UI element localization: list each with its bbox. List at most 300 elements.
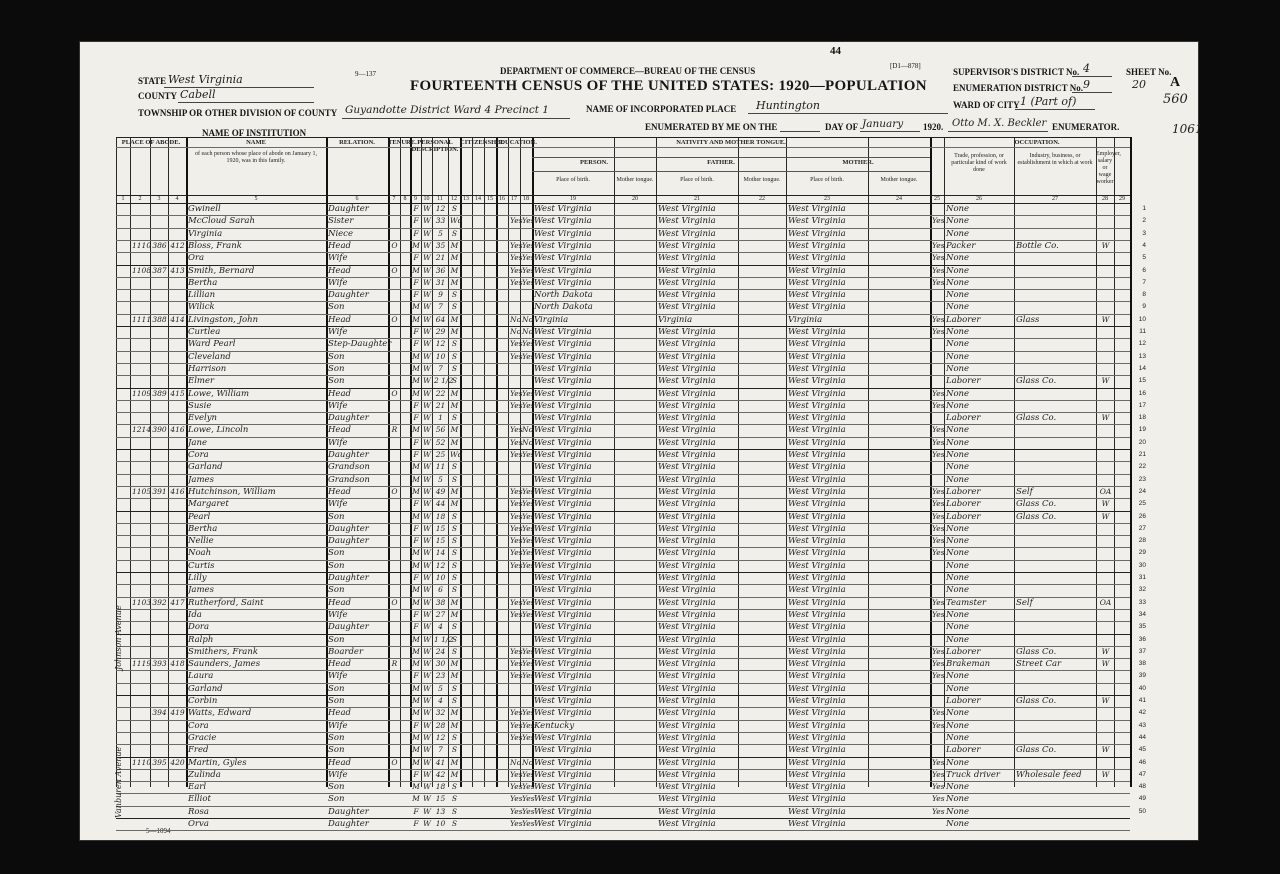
supervisor-label: SUPERVISOR'S DISTRICT No. [953,67,1080,77]
cell-race: W [423,696,431,705]
cell-ms: S [451,782,458,792]
cell-pob: West Virginia [534,597,592,608]
cell-speak: Yes [932,400,945,410]
cell-trade: None [946,683,970,694]
cell-age: 7 [438,363,443,373]
cell-ms: S [451,523,458,533]
cell-pob: West Virginia [534,523,592,534]
column-number: 10 [423,196,430,202]
cell-sex: F [413,204,419,213]
cell-race: W [423,499,431,509]
cell-trade: None [946,548,970,559]
cell-sex: M [412,696,420,705]
header-employer: Employer, salary or wage worker [1096,151,1121,185]
cell-ms: M [450,425,459,435]
cell-read: Yes [510,536,523,546]
row-number: 41 [1138,697,1146,704]
cell-fam: 417 [170,597,185,607]
cell-speak: Yes [932,659,945,669]
cell-rel: Grandson [328,462,370,473]
header-father-pob: Place of birth. [680,177,714,183]
row-number: 13 [1138,352,1146,360]
cell-pob: West Virginia [534,634,592,645]
cell-ms: M [450,388,459,398]
cell-rel: Son [328,548,345,559]
cell-trade: None [946,622,970,633]
cell-speak: Yes [932,265,945,275]
cell-fam: 412 [170,240,185,250]
cell-ms: S [451,302,458,312]
cell-race: W [423,339,431,349]
cell-read: No [510,314,522,324]
cell-race: W [423,474,431,484]
cell-name: Earl [188,782,207,793]
cell-name: Smithers, Frank [188,646,259,657]
cell-industry: Glass Co. [1016,646,1057,657]
cell-name: Ralph [188,634,214,645]
cell-age: 27 [435,609,446,619]
row-number: 25 [1138,500,1146,508]
cell-race: W [423,523,431,533]
cell-race: W [423,597,431,607]
cell-race: W [423,757,431,767]
cell-age: 38 [435,597,446,607]
cell-speak: Yes [932,769,945,779]
cell-race: W [423,671,431,681]
cell-speak: Yes [932,720,945,730]
cell-name: Garland [188,462,223,473]
header-rule [116,137,1130,138]
cell-race: W [423,683,431,693]
cell-fpob: West Virginia [658,204,716,214]
row-number: 10 [1138,315,1146,323]
sheet-label: SHEET No. [1126,67,1172,77]
row-number: 43 [1138,721,1146,729]
cell-emp: OA [1099,486,1112,496]
cell-sex: M [412,302,420,312]
cell-trade: None [946,757,970,768]
cell-write: Yes [522,560,535,570]
cell-sex: F [413,339,419,349]
cell-emp: W [1101,413,1110,423]
cell-mpob: West Virginia [788,732,846,743]
column-number: 27 [1052,196,1058,202]
row-number: 34 [1138,610,1146,618]
cell-mpob: West Virginia [788,277,846,288]
cell-rel: Wife [328,720,348,731]
cell-write: Yes [522,400,535,410]
cell-age: 21 [435,400,446,410]
cell-name: Smith, Bernard [188,265,255,276]
cell-speak: Yes [932,806,945,816]
cell-sex: M [412,659,420,669]
cell-fpob: West Virginia [658,486,716,497]
ward-label: WARD OF CITY [953,100,1020,110]
cell-name: Ora [188,253,205,264]
cell-sex: F [413,437,419,447]
cell-name: Bertha [188,277,218,288]
cell-race: W [423,708,431,718]
cell-fpob: West Virginia [658,413,716,424]
row-number: 17 [1138,401,1146,409]
cell-name: Bloss, Frank [188,240,242,251]
cell-ms: M [450,659,459,669]
column-number: 14 [475,196,481,202]
cell-mpob: West Virginia [788,474,846,485]
row-number: 16 [1138,389,1146,397]
cell-fpob: West Virginia [658,696,716,706]
cell-ms: S [451,696,458,705]
cell-sex: M [412,474,420,484]
cell-age: 5 [438,474,443,484]
cell-ms: M [450,609,459,619]
cell-speak: Yes [932,708,945,718]
cell-speak: Yes [932,486,945,496]
cell-fpob: West Virginia [658,659,716,670]
cell-write: Yes [522,253,535,263]
row-number: 2 [1142,217,1146,225]
cell-pob: North Dakota [534,302,593,313]
cell-mpob: Virginia [788,314,823,325]
column-number: 23 [824,196,830,202]
cell-rel: Daughter [328,819,369,829]
cell-sex: F [413,609,419,619]
cell-sex: M [412,794,420,804]
cell-mpob: West Virginia [788,696,846,706]
cell-name: Jane [188,437,207,448]
cell-pob: West Virginia [534,560,592,571]
cell-fpob: Virginia [658,314,693,325]
cell-name: Bertha [188,523,218,534]
cell-trade: None [946,720,970,731]
cell-name: Harrison [188,363,227,374]
cell-rel: Son [328,683,345,694]
cell-sex: M [412,597,420,607]
cell-pob: West Virginia [534,327,592,337]
cell-age: 42 [435,769,446,779]
cell-rel: Son [328,732,345,743]
cell-fam: 416 [170,425,185,435]
cell-trade: Laborer [946,745,981,756]
cell-sex: F [413,769,419,779]
cell-ms: M [450,327,459,336]
cell-ms: S [451,622,458,632]
cell-rel: Head [328,597,351,608]
cell-ms: S [451,560,458,570]
cell-name: Hutchinson, William [188,486,276,497]
cell-trade: None [946,523,970,534]
cell-mpob: West Virginia [788,819,846,829]
cell-write: Yes [522,351,535,361]
cell-trade: Laborer [946,511,981,522]
cell-sex: F [413,277,419,287]
cell-fpob: West Virginia [658,720,716,731]
cell-race: W [423,204,431,213]
cell-pob: West Virginia [534,696,592,706]
cell-mpob: West Virginia [788,536,846,547]
cell-mpob: West Virginia [788,548,846,559]
cell-sex: M [412,462,420,472]
cell-sex: F [413,573,419,582]
column-number: 20 [632,196,638,202]
cell-ms: S [451,511,458,521]
cell-emp: W [1101,376,1110,386]
cell-pob: West Virginia [534,413,592,424]
cell-speak: Yes [932,216,945,226]
cell-trade: Laborer [946,486,981,497]
cell-rel: Daughter [328,536,369,547]
cell-speak: Yes [932,757,945,767]
cell-name: Laura [188,671,214,682]
cell-read: Yes [510,819,523,828]
cell-age: 7 [438,745,443,755]
row-number: 46 [1138,758,1146,766]
cell-pob: West Virginia [534,265,592,276]
cell-race: W [423,388,431,398]
cell-trade: None [946,388,970,399]
cell-age: 14 [435,548,446,558]
cell-ms: S [451,351,458,361]
cell-sex: M [412,376,420,386]
cell-sex: F [413,216,419,226]
column-number: 26 [976,196,982,202]
cell-age: 15 [435,794,446,804]
cell-rel: Daughter [328,413,369,424]
cell-race: W [423,290,431,300]
cell-name: Evelyn [188,413,218,424]
cell-fam: 419 [170,708,185,718]
cell-read: Yes [510,437,523,447]
cell-ms: M [450,486,459,496]
cell-write: Yes [522,708,535,718]
cell-speak: Yes [932,277,945,287]
cell-fpob: West Virginia [658,400,716,411]
cell-sex: F [413,720,419,730]
cell-ms: S [451,228,458,238]
cell-fam: 416 [170,486,185,496]
cell-race: W [423,265,431,275]
cell-ms: M [450,757,459,767]
cell-trade: None [946,450,970,460]
cell-race: W [423,622,431,632]
cell-industry: Street Car [1016,659,1062,670]
footer-code: 5—1094 [146,827,171,835]
cell-fpob: West Virginia [658,769,716,780]
cell-mpob: West Virginia [788,671,846,682]
row-number: 5 [1142,254,1146,262]
row-number: 33 [1138,598,1146,606]
cell-race: W [423,634,431,644]
cell-age: 4 [438,696,443,705]
cell-rel: Head [328,708,351,719]
cell-emp: W [1101,646,1110,656]
cell-name: Rosa [188,806,209,817]
cell-pob: West Virginia [534,745,592,756]
cell-race: W [423,437,431,447]
cell-dwell: 390 [152,425,167,435]
cell-read: Yes [510,548,523,558]
cell-race: W [423,806,431,816]
row-number: 20 [1138,438,1146,446]
cell-dwell: 394 [152,708,167,718]
row-rule [116,830,1130,831]
cell-race: W [423,363,431,373]
cell-speak: Yes [932,388,945,398]
column-number: 12 [451,196,457,202]
cell-read: Yes [510,253,523,263]
cell-mpob: West Virginia [788,265,846,276]
column-number: 8 [403,196,407,202]
cell-read: Yes [510,425,523,435]
cell-fam: 418 [170,659,185,669]
cell-mpob: West Virginia [788,376,846,387]
cell-age: 49 [435,486,446,496]
cell-trade: None [946,609,970,620]
cell-age: 12 [435,732,446,742]
row-number: 8 [1142,291,1146,299]
cell-speak: Yes [932,646,945,656]
cell-industry: Glass Co. [1016,511,1057,522]
cell-fpob: West Virginia [658,732,716,743]
cell-sex: F [413,450,419,459]
header-personal-description: PERSONAL DESCRIPTION. [411,139,459,153]
cell-name: Lilly [188,573,207,583]
cell-age: 5 [438,683,443,693]
cell-write: Yes [522,240,535,250]
cell-rel: Wife [328,400,348,411]
cell-trade: Laborer [946,646,981,657]
cell-trade: Truck driver [946,769,1000,780]
cell-mpob: West Virginia [788,511,846,522]
cell-dwell: 392 [152,597,167,607]
cell-pob: West Virginia [534,622,592,633]
cell-fpob: West Virginia [658,450,716,460]
cell-mpob: West Virginia [788,523,846,534]
cell-trade: None [946,560,970,571]
cell-house: 1110 [132,757,152,767]
cell-trade: None [946,794,970,805]
cell-industry: Glass Co. [1016,745,1057,756]
form-number: 9—137 [355,70,376,78]
cell-fpob: West Virginia [658,277,716,288]
cell-mpob: West Virginia [788,240,846,251]
cell-emp: W [1101,659,1110,669]
cell-read: Yes [510,794,523,804]
cell-fpob: West Virginia [658,745,716,756]
cell-race: W [423,646,431,656]
header-mother-pob: Place of birth. [810,177,844,183]
cell-read: Yes [510,339,523,349]
cell-write: Yes [522,782,535,792]
cell-house: 1103 [132,597,152,607]
cell-fpob: West Virginia [658,523,716,534]
cell-race: W [423,720,431,730]
cell-ms: M [450,314,459,324]
cell-race: W [423,745,431,755]
cell-name: Saunders, James [188,659,261,670]
cell-mpob: West Virginia [788,597,846,608]
cell-dwell: 387 [152,265,167,275]
cell-read: Yes [510,216,523,226]
cell-sex: F [413,523,419,533]
census-sheet [80,42,1203,840]
column-number: 7 [392,196,396,202]
cell-sex: F [413,253,419,263]
cell-race: W [423,240,431,250]
header-father: FATHER. [707,159,735,166]
cell-sex: F [413,400,419,410]
cell-ms: S [451,204,458,213]
cell-sex: M [412,511,420,521]
cell-race: W [423,511,431,521]
cell-emp: W [1101,511,1110,521]
cell-ms: S [451,290,458,300]
cell-emp: OA [1099,597,1112,607]
cell-trade: Laborer [946,696,981,706]
cell-race: W [423,769,431,779]
cell-race: W [423,462,431,472]
cell-write: Yes [522,597,535,607]
header-person-pob: Place of birth. [556,177,590,183]
cell-ms: M [450,400,459,410]
column-number: 5 [254,196,258,202]
cell-age: 1 1/2 [434,634,454,644]
department-heading: DEPARTMENT OF COMMERCE—BUREAU OF THE CENSUS [500,66,756,76]
cell-house: 1119 [132,659,152,669]
cell-rel: Son [328,363,345,374]
cell-rel: Son [328,351,345,362]
cell-ms: S [451,585,458,595]
cell-pob: West Virginia [534,671,592,682]
cell-ms: S [451,794,458,804]
header-trade: Trade, profession, or particular kind of work done [951,153,1007,173]
header-rule [532,171,930,172]
cell-pob: West Virginia [534,732,592,743]
cell-write: Yes [522,646,535,656]
cell-write: Yes [522,609,535,619]
cell-rel: Wife [328,499,348,510]
cell-emp: W [1101,314,1110,324]
cell-fpob: West Virginia [658,536,716,547]
cell-house: 1108 [132,265,152,275]
cell-ms: M [450,240,459,250]
cell-fpob: West Virginia [658,363,716,374]
cell-trade: Laborer [946,376,981,387]
cell-sex: M [412,585,420,595]
cell-trade: None [946,265,970,276]
cell-name: Zulinda [188,769,221,780]
cell-ms: S [451,745,458,755]
cell-ms: Wd [450,450,463,459]
row-number: 42 [1138,709,1146,717]
row-number: 32 [1138,586,1146,594]
cell-mpob: West Virginia [788,646,846,657]
column-number: 3 [157,196,161,202]
township-value: Guyandotte District Ward 4 Precinct 1 [345,104,549,116]
cell-sex: M [412,351,420,361]
cell-race: W [423,314,431,324]
cell-mpob: West Virginia [788,351,846,362]
cell-rel: Wife [328,609,348,620]
enumerator-value: Otto M. X. Beckler [952,118,1047,129]
cell-race: W [423,327,431,336]
cell-rel: Daughter [328,806,369,817]
cell-rel: Niece [328,228,353,239]
cell-mpob: West Virginia [788,609,846,620]
cell-age: 15 [435,523,446,533]
cell-race: W [423,425,431,435]
census-table [114,137,1176,829]
